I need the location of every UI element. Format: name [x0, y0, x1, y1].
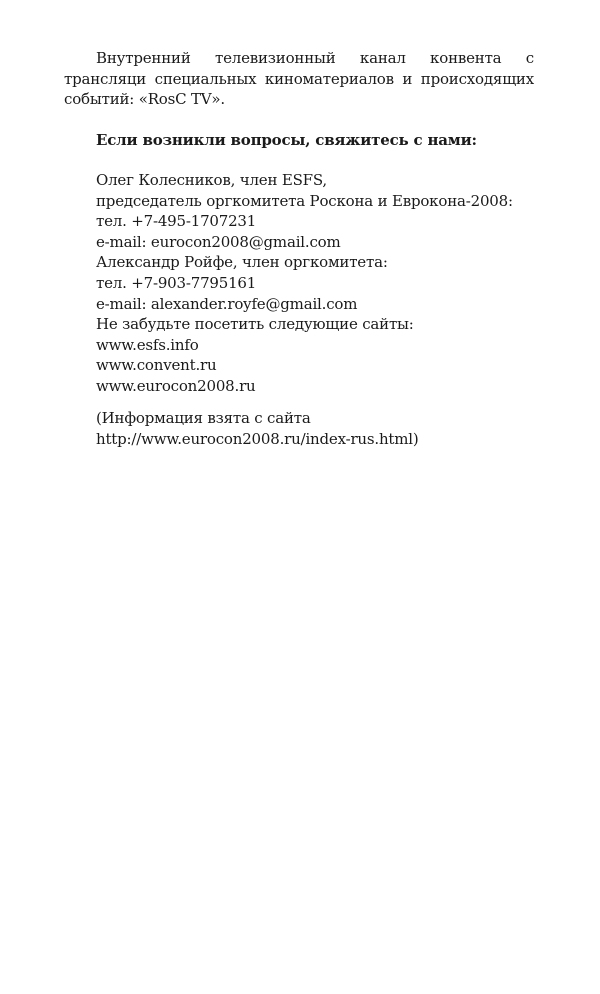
contact-heading: Если возникли вопросы, свяжитесь с нами: [96, 131, 477, 149]
contact-email-royfe: e-mail: alexander.royfe@gmail.com [96, 294, 358, 313]
intro-paragraph: Внутренний телевизионный канал конвента с трансляци специальных киноматериалов и происходящих событий: «RosC TV». [64, 49, 534, 108]
site-link-eurocon: www.eurocon2008.ru [96, 376, 256, 395]
contact-name-royfe: Александр Ройфе, член оргкомитета: [96, 253, 388, 272]
document-page [64, 0, 534, 994]
sites-intro: Не забудьте посетить следующие сайты: [96, 315, 414, 334]
contact-email-kolesnikov: e-mail: eurocon2008@gmail.com [96, 232, 341, 251]
source-note-line: (Информация взята с сайта [96, 409, 311, 427]
site-link-convent: www.convent.ru [96, 356, 217, 375]
contact-phone-kolesnikov: тел. +7-495-1707231 [96, 212, 257, 231]
source-note [96, 408, 419, 449]
contact-role-kolesnikov: председатель оргкомитета Роскона и Еврокона-2008: [96, 191, 513, 210]
contact-phone-royfe: тел. +7-903-7795161 [96, 273, 257, 292]
contact-name-kolesnikov: Олег Колесников, член ESFS, [96, 171, 327, 189]
contact-block [96, 170, 513, 397]
source-url: http://www.eurocon2008.ru/index-rus.html) [96, 429, 419, 448]
site-link-esfs: www.esfs.info [96, 335, 199, 354]
